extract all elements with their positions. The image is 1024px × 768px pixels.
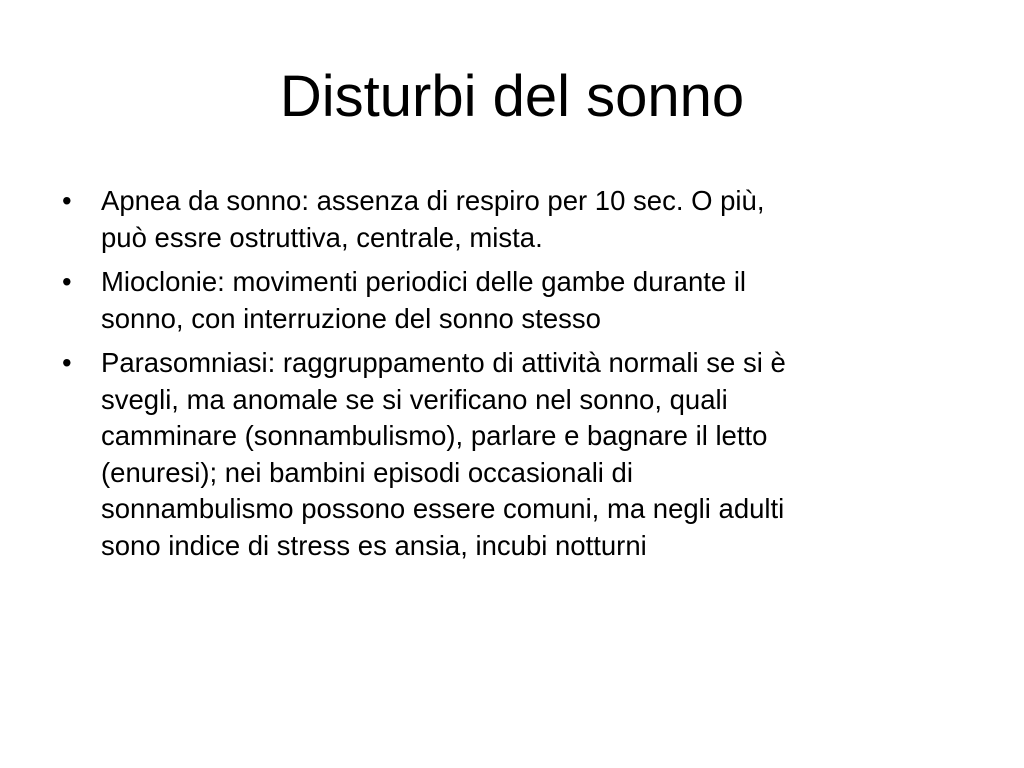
- bullet-line: sono indice di stress es ansia, incubi notturni: [101, 529, 647, 561]
- bullet-marker: •: [62, 266, 72, 297]
- bullet-text: [101, 347, 786, 561]
- bullet-line: sonnambulismo possono essere comuni, ma negli adulti: [101, 493, 785, 524]
- bullet-marker: •: [62, 347, 72, 378]
- bullet-item-apnea: [62, 183, 962, 256]
- bullet-item-mioclonie: [62, 264, 962, 337]
- bullet-list: [62, 183, 962, 572]
- bullet-line: (enuresi); nei bambini episodi occasionali di: [101, 456, 633, 488]
- bullet-line: sonno, con interruzione del sonno stesso: [101, 302, 601, 334]
- bullet-item-parasomniasi: [62, 345, 962, 564]
- bullet-marker: •: [62, 185, 72, 216]
- bullet-text: [101, 266, 746, 334]
- bullet-line: camminare (sonnambulismo), parlare e bagnare il letto: [101, 420, 768, 451]
- bullet-text: [101, 185, 764, 253]
- bullet-line: Mioclonie: movimenti periodici delle gambe durante il: [101, 266, 747, 297]
- bullet-line: svegli, ma anomale se si verificano nel sonno, quali: [101, 383, 728, 415]
- slide-title: Disturbi del sonno: [279, 64, 745, 129]
- bullet-line: può essre ostruttiva, centrale, mista.: [101, 221, 543, 253]
- bullet-line: Apnea da sonno: assenza di respiro per 10 sec. O più,: [101, 185, 765, 216]
- bullet-line: Parasomniasi: raggruppamento di attività normali se si è: [101, 347, 786, 378]
